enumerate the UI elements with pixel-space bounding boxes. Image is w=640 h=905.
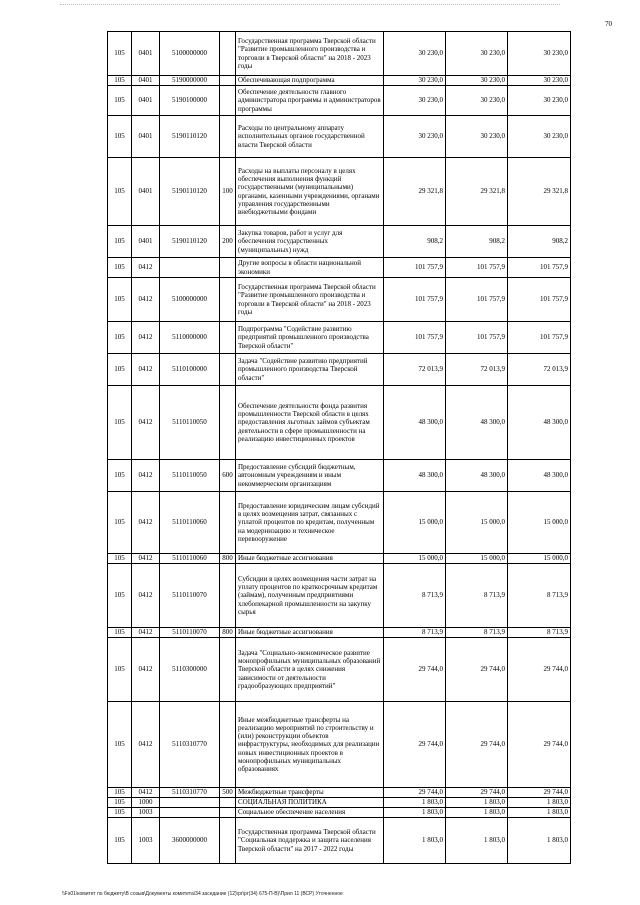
amount-year1-cell: 1 803,0 — [384, 798, 446, 808]
description-cell: Обеспечивающая подпрограмма — [236, 76, 384, 86]
section-code-cell: 0412 — [132, 386, 160, 460]
table-row — [108, 702, 571, 788]
amount-year3-cell: 29 744,0 — [508, 788, 571, 798]
description-cell: Задача "Социально-экономическое развитие монопрофильных муниципальных образований Тверской области в целях снижения зависимости от деятельности градообразующих предприятий" — [236, 638, 384, 702]
description-cell: СОЦИАЛЬНАЯ ПОЛИТИКА — [236, 798, 384, 808]
target-article-cell — [160, 808, 220, 818]
expense-type-cell — [220, 116, 236, 158]
table-row — [108, 386, 571, 460]
amount-year3-cell: 8 713,9 — [508, 564, 571, 628]
amount-year1-cell: 29 744,0 — [384, 638, 446, 702]
amount-year3-cell: 29 321,8 — [508, 158, 571, 226]
table-row — [108, 354, 571, 386]
amount-year1-cell: 30 230,0 — [384, 86, 446, 116]
amount-year3-cell: 72 013,9 — [508, 354, 571, 386]
amount-year2-cell: 101 757,9 — [446, 258, 508, 278]
expense-type-cell — [220, 86, 236, 116]
table-row — [108, 554, 571, 564]
ministry-code-cell: 105 — [108, 32, 132, 76]
table-row — [108, 460, 571, 492]
expense-type-cell — [220, 564, 236, 628]
amount-year1-cell: 908,2 — [384, 226, 446, 258]
table-row — [108, 116, 571, 158]
target-article-cell: 5100000000 — [160, 32, 220, 76]
amount-year2-cell: 29 744,0 — [446, 788, 508, 798]
table-row — [108, 278, 571, 322]
section-code-cell: 0401 — [132, 32, 160, 76]
amount-year2-cell: 1 803,0 — [446, 798, 508, 808]
description-cell: Государственная программа Тверской области "Развитие промышленного производства и торговли в Тверской области" на 2018 - 2023 годы — [236, 278, 384, 322]
expense-type-cell: 800 — [220, 628, 236, 638]
amount-year3-cell: 908,2 — [508, 226, 571, 258]
description-cell: Обеспечение деятельности главного администратора программы и администраторов программы — [236, 86, 384, 116]
amount-year3-cell: 30 230,0 — [508, 76, 571, 86]
ministry-code-cell: 105 — [108, 76, 132, 86]
target-article-cell — [160, 798, 220, 808]
amount-year3-cell: 48 300,0 — [508, 386, 571, 460]
amount-year2-cell: 8 713,9 — [446, 628, 508, 638]
amount-year1-cell: 1 803,0 — [384, 818, 446, 864]
expense-type-cell: 800 — [220, 554, 236, 564]
expense-type-cell — [220, 808, 236, 818]
target-article-cell: 5110110060 — [160, 554, 220, 564]
ministry-code-cell: 105 — [108, 322, 132, 354]
amount-year3-cell: 1 803,0 — [508, 808, 571, 818]
description-cell: Государственная программа Тверской области "Развитие промышленного производства и торговли в Тверской области" на 2018 - 2023 годы — [236, 32, 384, 76]
target-article-cell: 5110310770 — [160, 788, 220, 798]
table-row — [108, 86, 571, 116]
description-cell: Государственная программа Тверской области "Социальная поддержка и защита населения Тверской области" на 2017 - 2022 годы — [236, 818, 384, 864]
table-row — [108, 638, 571, 702]
amount-year1-cell: 29 321,8 — [384, 158, 446, 226]
amount-year3-cell: 15 000,0 — [508, 554, 571, 564]
amount-year3-cell: 1 803,0 — [508, 818, 571, 864]
amount-year1-cell: 15 000,0 — [384, 554, 446, 564]
amount-year2-cell: 30 230,0 — [446, 86, 508, 116]
table-row — [108, 564, 571, 628]
amount-year1-cell: 29 744,0 — [384, 702, 446, 788]
target-article-cell — [160, 258, 220, 278]
amount-year2-cell: 48 300,0 — [446, 386, 508, 460]
ministry-code-cell: 105 — [108, 258, 132, 278]
table-row — [108, 808, 571, 818]
section-code-cell: 0412 — [132, 354, 160, 386]
target-article-cell: 5190110120 — [160, 116, 220, 158]
amount-year1-cell: 29 744,0 — [384, 788, 446, 798]
ministry-code-cell: 105 — [108, 278, 132, 322]
description-cell: Иные бюджетные ассигнования — [236, 628, 384, 638]
amount-year1-cell: 1 803,0 — [384, 808, 446, 818]
ministry-code-cell: 105 — [108, 818, 132, 864]
amount-year1-cell: 30 230,0 — [384, 32, 446, 76]
amount-year3-cell: 101 757,9 — [508, 258, 571, 278]
ministry-code-cell: 105 — [108, 460, 132, 492]
description-cell: Закупка товаров, работ и услуг для обеспечения государственных (муниципальных) нужд — [236, 226, 384, 258]
ministry-code-cell: 105 — [108, 554, 132, 564]
amount-year2-cell: 30 230,0 — [446, 32, 508, 76]
amount-year1-cell: 8 713,9 — [384, 564, 446, 628]
amount-year2-cell: 15 000,0 — [446, 554, 508, 564]
target-article-cell: 5190000000 — [160, 76, 220, 86]
amount-year1-cell: 101 757,9 — [384, 278, 446, 322]
section-code-cell: 0412 — [132, 788, 160, 798]
ministry-code-cell: 105 — [108, 226, 132, 258]
table-body — [108, 32, 571, 864]
table-row — [108, 226, 571, 258]
target-article-cell: 5190100000 — [160, 86, 220, 116]
ministry-code-cell: 105 — [108, 564, 132, 628]
description-cell: Иные бюджетные ассигнования — [236, 554, 384, 564]
description-cell: Субсидии в целях возмещения части затрат на уплату процентов по краткосрочным кредитам (займам), полученным предприятиями хлебопекарной промышленности на закупку сырья — [236, 564, 384, 628]
amount-year3-cell: 1 803,0 — [508, 798, 571, 808]
amount-year3-cell: 101 757,9 — [508, 322, 571, 354]
section-code-cell: 1003 — [132, 818, 160, 864]
target-article-cell: 5190110120 — [160, 158, 220, 226]
description-cell: Подпрограмма "Содействие развитию предприятий промышленного производства Тверской области" — [236, 322, 384, 354]
expense-type-cell — [220, 702, 236, 788]
description-cell: Задача "Содействие развитию предприятий промышленного производства Тверской области" — [236, 354, 384, 386]
target-article-cell: 5110000000 — [160, 322, 220, 354]
section-code-cell: 0401 — [132, 226, 160, 258]
description-cell: Предоставление юридическим лицам субсидий в целях возмещения затрат, связанных с уплатой процентов по кредитам, полученным на модернизацию и техническое перевооружение — [236, 492, 384, 554]
amount-year2-cell: 30 230,0 — [446, 76, 508, 86]
amount-year2-cell: 30 230,0 — [446, 116, 508, 158]
expense-type-cell — [220, 32, 236, 76]
section-code-cell: 0412 — [132, 258, 160, 278]
section-code-cell: 0401 — [132, 116, 160, 158]
description-cell: Обеспечение деятельности фонда развития промышленности Тверской области в целях предоставления льготных займов субъектам деятельности в сфере промышленности на реализацию инвестиционных проектов — [236, 386, 384, 460]
amount-year1-cell: 15 000,0 — [384, 492, 446, 554]
expense-type-cell: 600 — [220, 460, 236, 492]
amount-year1-cell: 101 757,9 — [384, 258, 446, 278]
amount-year2-cell: 101 757,9 — [446, 278, 508, 322]
amount-year2-cell: 29 321,8 — [446, 158, 508, 226]
target-article-cell: 5110310770 — [160, 702, 220, 788]
target-article-cell: 5100000000 — [160, 278, 220, 322]
section-code-cell: 0412 — [132, 702, 160, 788]
amount-year1-cell: 48 300,0 — [384, 386, 446, 460]
amount-year2-cell: 1 803,0 — [446, 818, 508, 864]
table-row — [108, 76, 571, 86]
target-article-cell: 5110110070 — [160, 628, 220, 638]
target-article-cell: 5110300000 — [160, 638, 220, 702]
section-code-cell: 0412 — [132, 628, 160, 638]
section-code-cell: 0401 — [132, 86, 160, 116]
amount-year2-cell: 15 000,0 — [446, 492, 508, 554]
amount-year1-cell: 72 013,9 — [384, 354, 446, 386]
ministry-code-cell: 105 — [108, 788, 132, 798]
amount-year2-cell: 48 300,0 — [446, 460, 508, 492]
description-cell: Расходы на выплаты персоналу в целях обеспечения выполнения функций государственными (муниципальными) органами, казенными учреждениями, органами управления государственными внебюджетными фондами — [236, 158, 384, 226]
scan-edge-noise — [60, 4, 560, 7]
section-code-cell: 0412 — [132, 460, 160, 492]
description-cell: Социальное обеспечение населения — [236, 808, 384, 818]
target-article-cell: 3600000000 — [160, 818, 220, 864]
amount-year3-cell: 48 300,0 — [508, 460, 571, 492]
amount-year1-cell: 48 300,0 — [384, 460, 446, 492]
expense-type-cell — [220, 798, 236, 808]
amount-year3-cell: 15 000,0 — [508, 492, 571, 554]
table-row — [108, 158, 571, 226]
section-code-cell: 1000 — [132, 798, 160, 808]
amount-year1-cell: 30 230,0 — [384, 76, 446, 86]
amount-year3-cell: 29 744,0 — [508, 638, 571, 702]
expense-type-cell — [220, 818, 236, 864]
section-code-cell: 0412 — [132, 492, 160, 554]
amount-year3-cell: 101 757,9 — [508, 278, 571, 322]
description-cell: Предоставление субсидий бюджетным, автономным учреждениям и иным некоммерческим организациям — [236, 460, 384, 492]
ministry-code-cell: 105 — [108, 808, 132, 818]
amount-year2-cell: 72 013,9 — [446, 354, 508, 386]
ministry-code-cell: 105 — [108, 86, 132, 116]
expense-type-cell — [220, 76, 236, 86]
amount-year3-cell: 30 230,0 — [508, 86, 571, 116]
expense-type-cell: 100 — [220, 158, 236, 226]
amount-year1-cell: 8 713,9 — [384, 628, 446, 638]
amount-year3-cell: 30 230,0 — [508, 32, 571, 76]
table-row — [108, 818, 571, 864]
ministry-code-cell: 105 — [108, 386, 132, 460]
target-article-cell: 5110110060 — [160, 492, 220, 554]
expense-type-cell — [220, 354, 236, 386]
amount-year1-cell: 30 230,0 — [384, 116, 446, 158]
target-article-cell: 5110110050 — [160, 460, 220, 492]
amount-year1-cell: 101 757,9 — [384, 322, 446, 354]
expense-type-cell — [220, 386, 236, 460]
section-code-cell: 0412 — [132, 638, 160, 702]
ministry-code-cell: 105 — [108, 798, 132, 808]
table-row — [108, 798, 571, 808]
amount-year2-cell: 8 713,9 — [446, 564, 508, 628]
amount-year2-cell: 908,2 — [446, 226, 508, 258]
expense-type-cell — [220, 258, 236, 278]
expense-type-cell — [220, 638, 236, 702]
description-cell: Межбюджетные трансферты — [236, 788, 384, 798]
section-code-cell: 0401 — [132, 76, 160, 86]
description-cell: Расходы по центральному аппарату исполнительных органов государственной власти Тверской области — [236, 116, 384, 158]
expense-type-cell: 200 — [220, 226, 236, 258]
ministry-code-cell: 105 — [108, 158, 132, 226]
target-article-cell: 5110100000 — [160, 354, 220, 386]
table-row — [108, 492, 571, 554]
section-code-cell: 0401 — [132, 158, 160, 226]
amount-year3-cell: 30 230,0 — [508, 116, 571, 158]
description-cell: Иные межбюджетные трансферты на реализацию мероприятий по строительству и (или) реконструкции объектов инфраструктуры, необходимых для реализации новых инвестиционных проектов в монопрофильных муниципальных образованиях — [236, 702, 384, 788]
ministry-code-cell: 105 — [108, 628, 132, 638]
section-code-cell: 0412 — [132, 554, 160, 564]
budget-table — [107, 31, 571, 864]
table-row — [108, 32, 571, 76]
amount-year2-cell: 1 803,0 — [446, 808, 508, 818]
section-code-cell: 0412 — [132, 564, 160, 628]
ministry-code-cell: 105 — [108, 638, 132, 702]
amount-year3-cell: 8 713,9 — [508, 628, 571, 638]
expense-type-cell: 500 — [220, 788, 236, 798]
ministry-code-cell: 105 — [108, 702, 132, 788]
table-row — [108, 322, 571, 354]
amount-year2-cell: 29 744,0 — [446, 638, 508, 702]
ministry-code-cell: 105 — [108, 116, 132, 158]
target-article-cell: 5110110070 — [160, 564, 220, 628]
section-code-cell: 0412 — [132, 278, 160, 322]
expense-type-cell — [220, 492, 236, 554]
file-path-footer: \\Fs01\комитет по бюджету\В созыв\Документы комитета\34 заседание (12)\рг\рг(34) 675-П-В)\Прил 11 (ВСР) Уточненное — [62, 891, 343, 897]
table-row — [108, 628, 571, 638]
amount-year2-cell: 29 744,0 — [446, 702, 508, 788]
ministry-code-cell: 105 — [108, 354, 132, 386]
target-article-cell: 5190110120 — [160, 226, 220, 258]
expense-type-cell — [220, 278, 236, 322]
description-cell: Другие вопросы в области национальной экономики — [236, 258, 384, 278]
section-code-cell: 0412 — [132, 322, 160, 354]
ministry-code-cell: 105 — [108, 492, 132, 554]
table-row — [108, 258, 571, 278]
section-code-cell: 1003 — [132, 808, 160, 818]
amount-year3-cell: 29 744,0 — [508, 702, 571, 788]
target-article-cell: 5110110050 — [160, 386, 220, 460]
page-number: 70 — [605, 20, 612, 28]
expense-type-cell — [220, 322, 236, 354]
amount-year2-cell: 101 757,9 — [446, 322, 508, 354]
table-row — [108, 788, 571, 798]
